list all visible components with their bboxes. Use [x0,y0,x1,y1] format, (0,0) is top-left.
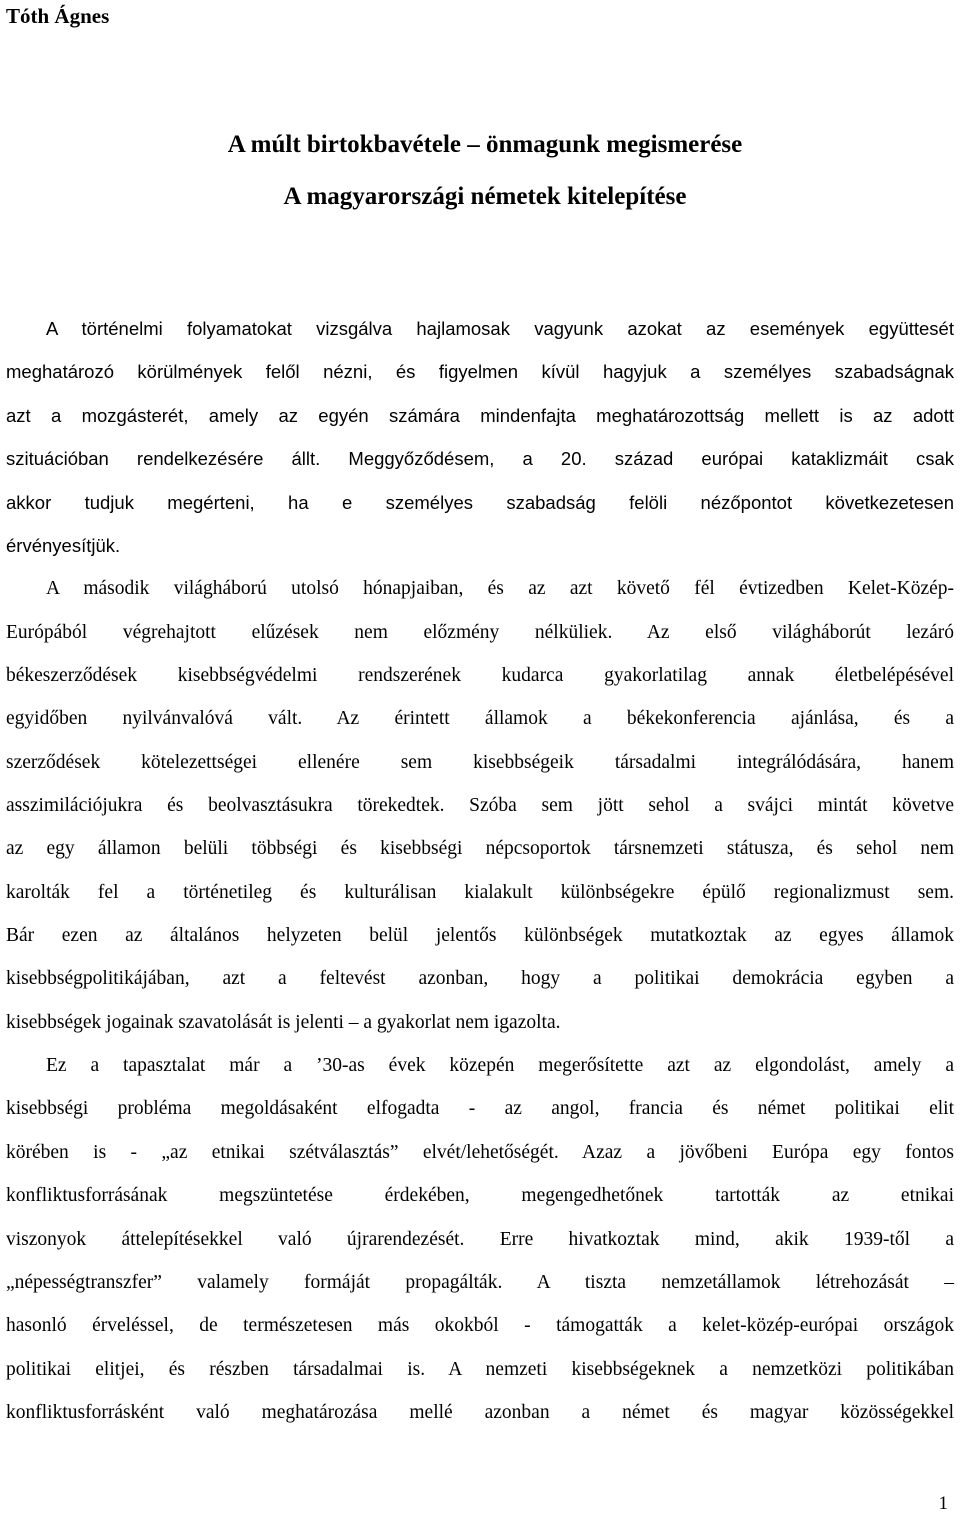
text-line: karolták fel a történetileg és kulturálisan kialakult különbségekre épülő regionalizmust sem. [6,882,954,903]
text-line: békeszerződések kisebbségvédelmi rendszerének kudarca gyakorlatilag annak életbelépésével [6,665,954,686]
text-line: szerződések kötelezettségei ellenére sem kisebbségeik társadalmi integrálódására, hanem [6,752,954,773]
text-line: azt a mozgásterét, amely az egyén számára mindenfajta meghatározottság mellett is az adott [6,405,954,426]
text-line: asszimilációjukra és beolvasztásukra törekedtek. Szóba sem jött sehol a svájci mintát követve [6,795,954,816]
text-line: politikai elitjei, és részben társadalmai is. A nemzeti kisebbségeknek a nemzetközi politikában [6,1359,954,1380]
text-line: kisebbségpolitikájában, azt a feltevést azonban, hogy a politikai demokrácia egyben a [6,968,954,989]
text-line: konfliktusforrásként való meghatározása mellé azonban a német és magyar közösségekkel [6,1402,954,1423]
text-line: kisebbségek jogainak szavatolását is jelenti – a gyakorlat nem igazolta. [6,1012,561,1033]
text-line: A második világháború utolsó hónapjaiban, és az azt követő fél évtizedben Kelet-Közép- [46,578,954,599]
document-subtitle: A magyarországi németek kitelepítése [283,183,687,210]
text-line: A történelmi folyamatokat vizsgálva hajlamosak vagyunk azokat az események együttesét [46,318,954,339]
text-line: „népességtranszfer” valamely formáját propagálták. A tiszta nemzetállamok létrehozását – [6,1272,954,1293]
text-line: körében is - „az etnikai szétválasztás” elvét/lehetőségét. Azaz a jövőbeni Európa egy fontos [6,1142,954,1163]
text-line: kisebbségi probléma megoldásaként elfogadta - az angol, francia és német politikai elit [6,1098,954,1119]
text-line: érvényesítjük. [6,535,121,556]
text-line: Ez a tapasztalat már a ’30-as évek közepén megerősítette azt az elgondolást, amely a [46,1055,954,1076]
page-number: 1 [938,1493,948,1514]
author-name: Tóth Ágnes [6,4,110,28]
text-line: az egy államon belüli többségi és kisebbségi népcsoportok társnemzeti státusza, és sehol nem [6,838,954,859]
document-title: A múlt birtokbavétele – önmagunk megismerése [227,131,743,158]
text-line: viszonyok áttelepítésekkel való újrarendezését. Erre hivatkoztak mind, akik 1939-től a [6,1229,954,1250]
text-line: meghatározó körülmények felől nézni, és figyelmen kívül hagyjuk a személyes szabadságnak [6,361,954,382]
text-line: szituációban rendelkezésére állt. Meggyőződésem, a 20. század európai kataklizmáit csak [6,448,954,469]
text-line: Európából végrehajtott elűzések nem előzmény nélküliek. Az első világháborút lezáró [6,622,954,643]
text-line: hasonló érveléssel, de természetesen más okokból - támogatták a kelet-közép-európai országok [6,1315,954,1336]
text-line: egyidőben nyilvánvalóvá vált. Az érintett államok a békekonferencia ajánlása, és a [6,708,954,729]
text-line: konfliktusforrásának megszüntetése érdekében, megengedhetőnek tartották az etnikai [6,1185,954,1206]
text-line: akkor tudjuk megérteni, ha e személyes szabadság felöli nézőpontot következetesen [6,492,954,513]
text-line: Bár ezen az általános helyzeten belül jelentős különbségek mutatkoztak az egyes államok [6,925,954,946]
